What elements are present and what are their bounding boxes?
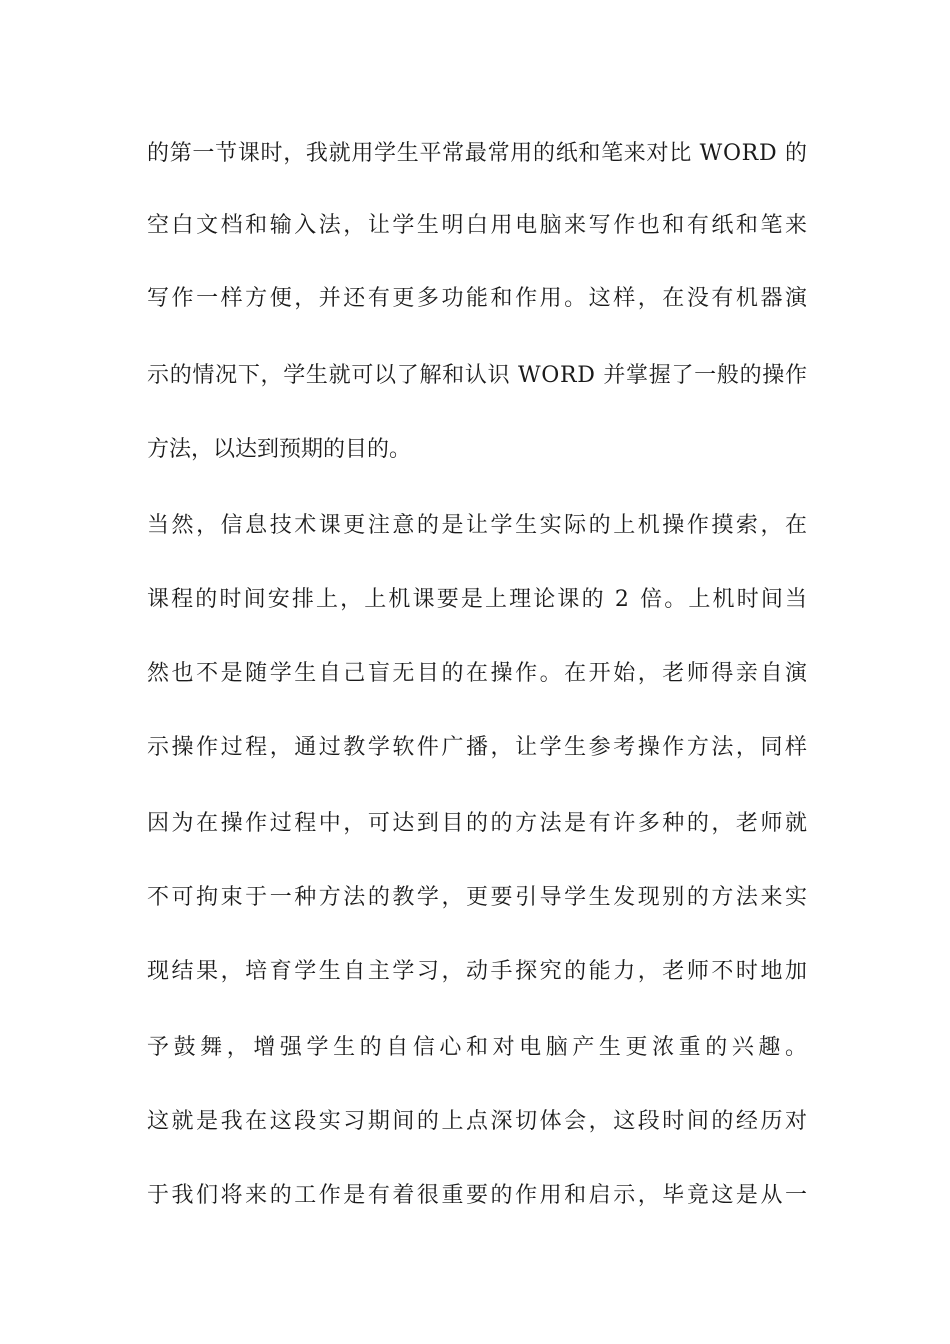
text-line-content: 当然，信息技术课更注意的是让学生实际的上机操作摸索，在 [147, 513, 810, 538]
text-line [147, 582, 810, 618]
text-line [147, 432, 807, 468]
text-line-content: 示操作过程，通过教学软件广播，让学生参考操作方法，同样 [147, 735, 810, 760]
text-line [147, 136, 807, 172]
text-line-content: 示的情况下，学生就可以了解和认识 WORD 并掌握了一般的操作 [147, 363, 808, 388]
text-line-content: 方法，以达到预期的目的。 [147, 437, 412, 462]
text-line [147, 358, 807, 394]
text-line [147, 1104, 810, 1140]
text-line-content: 然也不是随学生自己盲无目的在操作。在开始，老师得亲自演 [147, 661, 810, 686]
text-line-content: 因为在操作过程中，可达到目的的方法是有许多种的，老师就 [147, 811, 810, 836]
text-line [147, 1178, 810, 1214]
text-line [147, 281, 810, 317]
text-line-content: 课程的时间安排上，上机课要是上理论课的 2 倍。上机时间当 [147, 587, 810, 612]
text-line [147, 730, 810, 766]
text-line-content: 写作一样方便，并还有更多功能和作用。这样，在没有机器演 [147, 286, 810, 311]
text-line-content: 的第一节课时，我就用学生平常最常用的纸和笔来对比 WORD 的 [147, 141, 808, 166]
text-line-content: 不可拘束于一种方法的教学，更要引导学生发现别的方法来实 [147, 885, 810, 910]
text-line [147, 880, 810, 916]
text-line-content: 这就是我在这段实习期间的上点深切体会，这段时间的经历对 [147, 1109, 810, 1134]
text-line-content: 予鼓舞，增强学生的自信心和对电脑产生更浓重的兴趣。 [147, 1035, 812, 1060]
text-line [147, 806, 810, 842]
text-line [147, 656, 810, 692]
text-line [147, 1030, 812, 1066]
text-line-content: 空白文档和输入法，让学生明白用电脑来写作也和有纸和笔来 [147, 213, 810, 238]
text-line [147, 208, 810, 244]
text-line [147, 508, 810, 544]
text-line-content: 现结果，培育学生自主学习，动手探究的能力，老师不时地加 [147, 959, 810, 984]
text-line-content: 于我们将来的工作是有着很重要的作用和启示，毕竟这是从一 [147, 1183, 810, 1208]
text-line [147, 954, 810, 990]
